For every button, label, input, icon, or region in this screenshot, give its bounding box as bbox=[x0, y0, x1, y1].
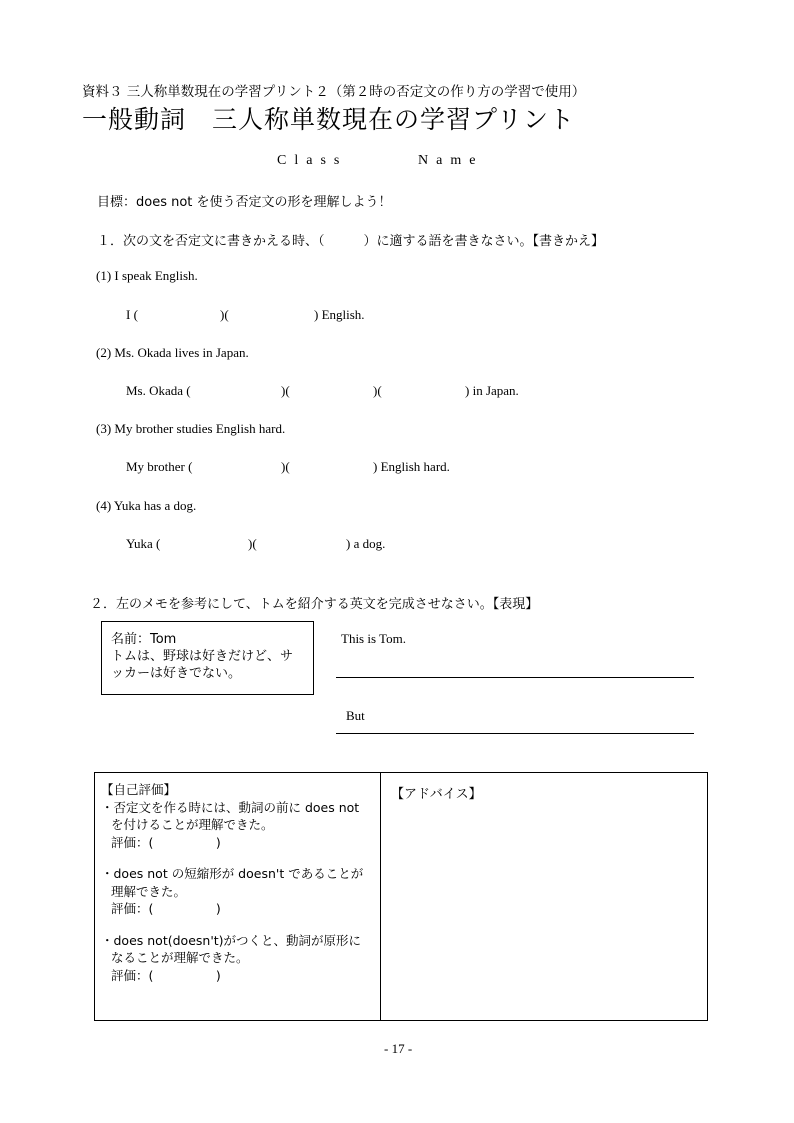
eval-item3-line1: ・does not(doesn't)がつくと、動詞が原形に bbox=[101, 932, 362, 948]
q1-item2-answer-mid1: )( bbox=[281, 383, 290, 398]
memo-line1: 名前：Tom bbox=[111, 632, 177, 647]
document-title: 一般動詞 三人称単数現在の学習プリント bbox=[82, 105, 576, 134]
q1-item1-answer-mid: )( bbox=[220, 307, 229, 322]
q1-item4-answer-mid: )( bbox=[248, 536, 257, 551]
name-label: Name bbox=[418, 153, 484, 168]
q1-item1-answer-end: ) English. bbox=[314, 307, 365, 322]
q1-item1-prompt: (1) I speak English. bbox=[96, 268, 198, 283]
q1-item3-prompt: (3) My brother studies English hard. bbox=[96, 421, 286, 436]
q1-item2-answer-mid2: )( bbox=[373, 383, 382, 398]
page-number: - 17 - bbox=[384, 1041, 413, 1056]
answer-line-1[interactable] bbox=[336, 677, 694, 678]
eval-item2-line1: ・does not の短縮形が doesn't であることが bbox=[101, 866, 364, 881]
q1-item4-answer-end: ) a dog. bbox=[346, 536, 386, 551]
evaluation-table bbox=[94, 772, 708, 1021]
memo-box bbox=[101, 621, 314, 695]
evaluation-divider bbox=[380, 773, 381, 1020]
q1-item1-answer-start: I ( bbox=[126, 307, 138, 322]
self-evaluation-header: 【自己評価】 bbox=[101, 782, 177, 797]
eval-item1-line2: を付けることが理解できた。 bbox=[111, 817, 274, 832]
goal-text: 目標：does not を使う否定文の形を理解しよう！ bbox=[97, 195, 392, 210]
eval-item2-rating: 評価：( ) bbox=[111, 901, 221, 916]
eval-item3-rating: 評価：( ) bbox=[111, 967, 221, 983]
sentence1-text: This is Tom. bbox=[341, 631, 406, 646]
q1-item3-answer-start: My brother ( bbox=[126, 459, 193, 474]
advice-header: 【アドバイス】 bbox=[391, 787, 482, 802]
q1-item3-answer-mid: )( bbox=[281, 459, 290, 474]
q1-item2-prompt: (2) Ms. Okada lives in Japan. bbox=[96, 345, 249, 360]
q1-item4-prompt: (4) Yuka has a dog. bbox=[96, 498, 197, 513]
eval-item2-line2: 理解できた。 bbox=[111, 883, 187, 899]
memo-line3: ッカーは好きでない。 bbox=[111, 666, 242, 681]
eval-item1-line1: ・否定文を作る時には、動詞の前に does not bbox=[101, 799, 360, 815]
class-label: Class bbox=[277, 153, 348, 168]
answer-line-2[interactable] bbox=[336, 733, 694, 734]
eval-item3-line2: なることが理解できた。 bbox=[111, 950, 249, 965]
question2-instruction: ２．左のメモを参考にして、トムを紹介する英文を完成させなさい。【表現】 bbox=[90, 597, 539, 612]
q1-item3-answer-end: ) English hard. bbox=[373, 459, 450, 474]
q1-item2-answer-start: Ms. Okada ( bbox=[126, 383, 191, 398]
sentence2-text: But bbox=[346, 708, 365, 723]
document-subtitle: 資料３ 三人称単数現在の学習プリント２（第２時の否定文の作り方の学習で使用） bbox=[82, 84, 586, 100]
q1-item2-answer-end: ) in Japan. bbox=[465, 383, 519, 398]
memo-line2: トムは、野球は好きだけど、サ bbox=[111, 649, 294, 664]
eval-item1-rating: 評価：( ) bbox=[111, 834, 221, 850]
q1-item4-answer-start: Yuka ( bbox=[126, 536, 161, 551]
question1-instruction: １．次の文を否定文に書きかえる時、（ ）に適する語を書きなさい。【書きかえ】 bbox=[97, 234, 605, 249]
self-evaluation-section bbox=[101, 781, 363, 984]
